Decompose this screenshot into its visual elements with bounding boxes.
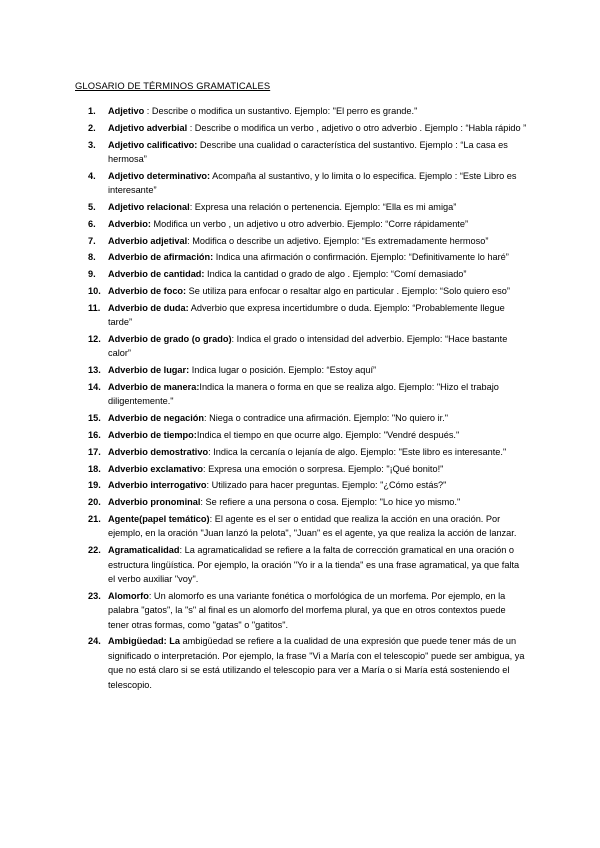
item-term: Adverbio de afirmación:: [108, 252, 214, 263]
glossary-item: [88, 589, 528, 632]
item-term: Adverbio interrogativo: [108, 480, 207, 491]
glossary-item: [88, 428, 528, 442]
item-number: 17.: [88, 446, 101, 457]
item-definition: : Utilizado para hacer preguntas. Ejemplo: "¿Cómo estás?": [206, 480, 447, 491]
item-number: 1.: [88, 106, 96, 116]
item-definition: : Un alomorfo es una variante fonética o morfológica de un morfema. Por ejemplo, en la palabra "gatos", la "s" al final es un alomorfo del morfema plural, ya que en otros contextos puede tener otras formas, como "gatas" o "gatitos".: [108, 590, 506, 630]
glossary-item: [88, 267, 528, 281]
item-definition: : El agente es el ser o entidad que realiza la acción en una oración. Por ejemplo, en la oración "Juan lanzó la pelota", "Juan" es el agente, ya que realiza la acción de lanzar.: [108, 513, 517, 539]
glossary-item: [88, 200, 528, 214]
item-number: 2.: [88, 122, 96, 133]
item-number: 9.: [88, 269, 96, 280]
item-term: Agramaticalidad: [108, 545, 180, 556]
item-definition: Indica el tiempo en que ocurre algo. Ejemplo: "Vendré después.": [196, 429, 460, 440]
item-term: Adjetivo: [108, 106, 145, 116]
glossary-item: [88, 284, 528, 298]
item-number: 21.: [88, 513, 101, 524]
item-number: 5.: [88, 202, 96, 212]
glossary-item: [88, 462, 528, 476]
item-term: Adjetivo calificativo:: [108, 139, 198, 150]
item-definition: Indica la manera o forma en que se realiza algo. Ejemplo: "Hizo el trabajo diligentemente.": [108, 381, 499, 407]
item-definition: ambigüedad se refiere a la cualidad de una expresión que puede tener más de un significado o interpretación. Por ejemplo, la frase "Vi a María con el telescopio" puede ser ambigua, ya que no está claro si se está utilizando el telescopio para ver a María o si María está sosteniendo el telescopio.: [108, 636, 525, 690]
item-term: Adverbio adjetival: [108, 235, 188, 246]
glossary-item: [88, 363, 528, 377]
item-term: Adverbio de manera:: [108, 381, 200, 392]
item-definition: Acompaña al sustantivo, y lo limita o lo especifica. Ejemplo : “Este Libro es interesante”: [108, 170, 517, 196]
item-definition: Modifica un verbo , un adjetivo u otro adverbio. Ejemplo: “Corre rápidamente”: [150, 218, 469, 229]
glossary-item: [88, 234, 528, 248]
glossary-item: [88, 250, 528, 264]
item-definition: Indica lugar o posición. Ejemplo: “Estoy aquí”: [189, 365, 377, 376]
item-number: 15.: [88, 413, 101, 424]
glossary-item: [88, 138, 528, 167]
item-number: 23.: [88, 590, 101, 601]
glossary-item: [88, 634, 528, 692]
item-term: Adverbio de grado (o grado): [108, 333, 232, 344]
item-definition: : Indica el grado o intensidad del adverbio. Ejemplo: “Hace bastante calor”: [108, 333, 508, 359]
item-number: 24.: [88, 636, 101, 647]
item-definition: Se utiliza para enfocar o resaltar algo en particular . Ejemplo: “Solo quiero eso”: [186, 285, 510, 296]
item-definition: : Niega o contradice una afirmación. Ejemplo: "No quiero ir.": [203, 413, 448, 424]
glossary-item: [88, 121, 528, 135]
item-number: 13.: [88, 365, 101, 376]
item-definition: : Describe o modifica un verbo , adjetivo o otro adverbio . Ejemplo : “Habla rápido ”: [187, 122, 527, 133]
glossary-item: [88, 301, 528, 330]
item-term: Adjetivo adverbial: [108, 122, 188, 133]
item-definition: : Modifica o describe un adjetivo. Ejemplo: “Es extremadamente hermoso”: [187, 235, 489, 246]
glossary-item: [88, 104, 528, 118]
item-definition: Describe una cualidad o característica del sustantivo. Ejemplo : “La casa es hermosa”: [108, 139, 508, 164]
item-number: 20.: [88, 497, 101, 508]
glossary-title: GLOSARIO DE TÉRMINOS GRAMATICALES: [75, 80, 271, 91]
item-definition: : La agramaticalidad se refiere a la falta de corrección gramatical en una oración o estructura lingüística. Por ejemplo, la oración "Yo ir a la tienda" es una frase agramatical, ya que falta el verbo auxiliar "voy".: [108, 545, 520, 584]
item-definition: Indica la cantidad o grado de algo . Ejemplo: “Comí demasiado”: [204, 269, 467, 280]
item-term: Adverbio:: [108, 218, 151, 229]
item-number: 18.: [88, 463, 101, 474]
glossary-list: [88, 104, 528, 694]
glossary-item: [88, 380, 528, 409]
item-number: 11.: [88, 302, 101, 313]
item-number: 12.: [88, 333, 101, 344]
item-term: Adverbio de duda:: [108, 302, 189, 313]
item-definition: : Indica la cercanía o lejanía de algo. Ejemplo: "Este libro es interesante.": [208, 446, 507, 457]
glossary-item: [88, 495, 528, 509]
item-term: Adverbio de lugar:: [108, 365, 190, 376]
item-definition: : Describe o modifica un sustantivo. Ejemplo: "El perro es grande.": [144, 106, 418, 116]
glossary-item: [88, 332, 528, 361]
glossary-item: [88, 217, 528, 231]
item-term: Adverbio de foco:: [108, 285, 187, 296]
item-definition: : Se refiere a una persona o cosa. Ejemplo: "Lo hice yo mismo.": [200, 497, 461, 508]
item-number: 4.: [88, 170, 96, 181]
item-term: Adverbio de tiempo:: [108, 429, 197, 440]
item-number: 14.: [88, 381, 101, 392]
item-number: 19.: [88, 480, 101, 491]
item-definition: Indica una afirmación o confirmación. Ejemplo: “Definitivamente lo haré”: [213, 252, 509, 263]
item-number: 6.: [88, 218, 96, 229]
item-term: Agente(papel temático): [108, 513, 210, 524]
item-number: 7.: [88, 235, 96, 246]
item-term: Adverbio exclamativo: [108, 463, 203, 474]
item-term: Adverbio pronominal: [108, 497, 201, 508]
item-definition: Adverbio que expresa incertidumbre o duda. Ejemplo: “Probablemente llegue tarde”: [108, 302, 505, 328]
item-term: Adjetivo relacional: [108, 202, 190, 212]
glossary-item: [88, 169, 528, 198]
item-term: Ambigüedad: La: [108, 636, 180, 647]
item-definition: : Expresa una emoción o sorpresa. Ejemplo: "¡Qué bonito!": [202, 463, 444, 474]
glossary-item: [88, 411, 528, 425]
item-term: Adverbio de cantidad:: [108, 269, 205, 280]
item-term: Adverbio de negación: [108, 413, 204, 424]
item-number: 3.: [88, 139, 96, 150]
glossary-item: [88, 445, 528, 459]
item-term: Adjetivo determinativo:: [108, 170, 211, 181]
item-number: 8.: [88, 252, 96, 263]
item-term: Adverbio demostrativo: [108, 446, 209, 457]
glossary-item: [88, 478, 528, 492]
glossary-item: [88, 512, 528, 541]
item-definition: : Expresa una relación o pertenencia. Ejemplo: “Ella es mi amiga”: [189, 202, 457, 212]
item-term: Alomorfo: [108, 590, 149, 601]
item-number: 10.: [88, 285, 101, 296]
glossary-item: [88, 543, 528, 586]
item-number: 16.: [88, 429, 101, 440]
item-number: 22.: [88, 545, 101, 556]
